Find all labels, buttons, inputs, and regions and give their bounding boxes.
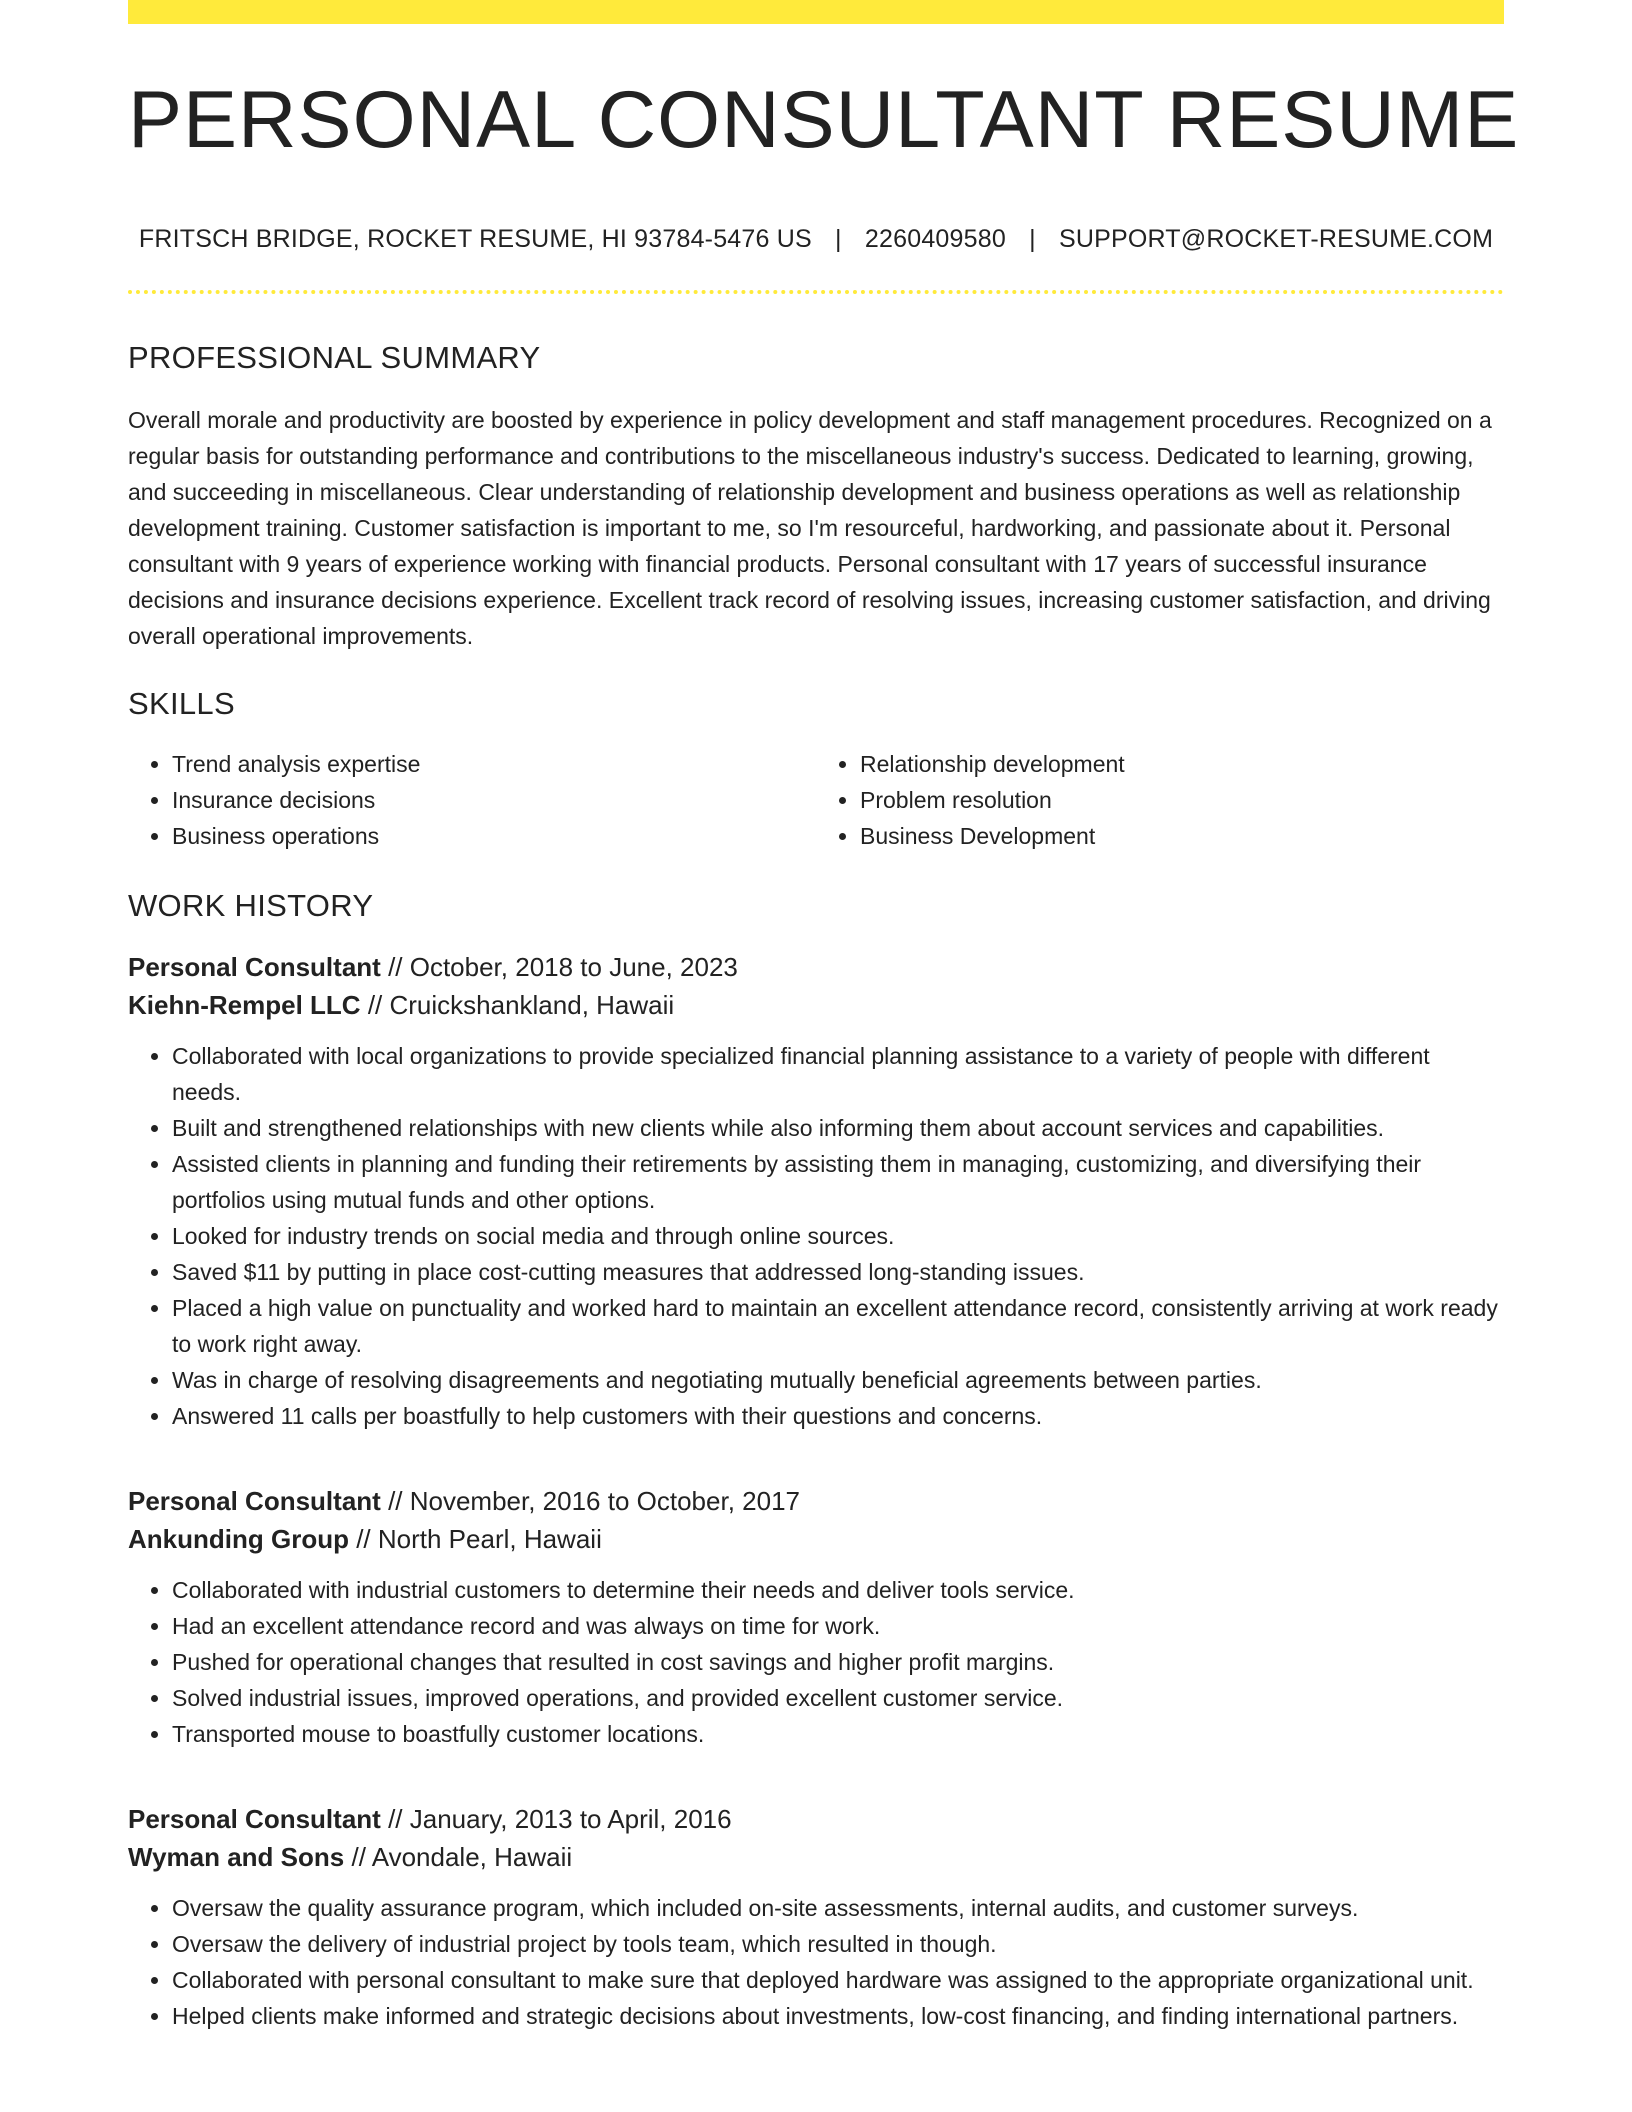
skills-list bbox=[128, 746, 1504, 854]
job-dates: // November, 2016 to October, 2017 bbox=[388, 1486, 800, 1516]
contact-line bbox=[128, 225, 1504, 254]
skills-column-left bbox=[128, 746, 816, 854]
resume-title: PERSONAL CONSULTANT RESUME bbox=[128, 75, 1520, 165]
resume-page bbox=[128, 0, 1520, 2034]
contact-phone: 2260409580 bbox=[864, 225, 1006, 253]
job-bullets bbox=[128, 1572, 1504, 1752]
job-location: // Avondale, Hawaii bbox=[351, 1842, 573, 1872]
job-title-line bbox=[128, 1482, 1504, 1520]
job-title-line bbox=[128, 948, 1504, 986]
skill-item: • Insurance decisions bbox=[172, 782, 816, 818]
job-bullet: • Looked for industry trends on social media and through online sources. bbox=[172, 1218, 1504, 1254]
job-bullet: • Placed a high value on punctuality and worked hard to maintain an excellent attendance record, consistently arriving at work ready to work right away. bbox=[172, 1290, 1504, 1362]
job-bullet: • Oversaw the delivery of industrial project by tools team, which resulted in though. bbox=[172, 1926, 1504, 1962]
job-bullet: • Collaborated with local organizations to provide specialized financial planning assistance to a variety of people with different needs. bbox=[172, 1038, 1504, 1110]
job-company-line bbox=[128, 1838, 1504, 1876]
skill-item: • Business operations bbox=[172, 818, 816, 854]
job-role: Personal Consultant bbox=[128, 1486, 381, 1516]
job-bullet: • Pushed for operational changes that resulted in cost savings and higher profit margins. bbox=[172, 1644, 1504, 1680]
skill-item: • Business Development bbox=[860, 818, 1504, 854]
job-company: Kiehn-Rempel LLC bbox=[128, 990, 361, 1020]
top-accent-bar bbox=[128, 0, 1504, 24]
job-bullet: • Was in charge of resolving disagreements and negotiating mutually beneficial agreements between parties. bbox=[172, 1362, 1504, 1398]
job-role: Personal Consultant bbox=[128, 952, 381, 982]
job-bullet: • Oversaw the quality assurance program, which included on-site assessments, internal audits, and customer surveys. bbox=[172, 1890, 1504, 1926]
job-location: // Cruickshankland, Hawaii bbox=[367, 990, 675, 1020]
job-bullet: • Transported mouse to boastfully customer locations. bbox=[172, 1716, 1504, 1752]
job-bullet: • Answered 11 calls per boastfully to help customers with their questions and concerns. bbox=[172, 1398, 1504, 1434]
job-bullets bbox=[128, 1890, 1504, 2034]
job-bullet: • Assisted clients in planning and funding their retirements by assisting them in managing, customizing, and diversifying their portfolios using mutual funds and other options. bbox=[172, 1146, 1504, 1218]
job-company-line bbox=[128, 1520, 1504, 1558]
job-dates: // October, 2018 to June, 2023 bbox=[388, 952, 738, 982]
dotted-divider bbox=[128, 290, 1504, 294]
job-bullet: • Collaborated with industrial customers to determine their needs and deliver tools service. bbox=[172, 1572, 1504, 1608]
job-bullet: • Had an excellent attendance record and was always on time for work. bbox=[172, 1608, 1504, 1644]
job-bullet: • Collaborated with personal consultant to make sure that deployed hardware was assigned to the appropriate organizational unit. bbox=[172, 1962, 1504, 1998]
skill-item: • Problem resolution bbox=[860, 782, 1504, 818]
job-company-line bbox=[128, 986, 1504, 1024]
job-title-line bbox=[128, 1800, 1504, 1838]
contact-email: SUPPORT@ROCKET-RESUME.COM bbox=[1058, 225, 1494, 253]
job-bullet: • Saved $11 by putting in place cost-cutting measures that addressed long-standing issues. bbox=[172, 1254, 1504, 1290]
skill-item: • Trend analysis expertise bbox=[172, 746, 816, 782]
contact-separator: | bbox=[1029, 225, 1036, 253]
job-bullet: • Built and strengthened relationships with new clients while also informing them about account services and capabilities. bbox=[172, 1110, 1504, 1146]
job-bullet: • Helped clients make informed and strategic decisions about investments, low-cost financing, and finding international partners. bbox=[172, 1998, 1504, 2034]
work-history-heading: WORK HISTORY bbox=[128, 888, 374, 923]
skills-column-right bbox=[816, 746, 1504, 854]
summary-heading: PROFESSIONAL SUMMARY bbox=[128, 340, 541, 375]
job-entry bbox=[128, 948, 1504, 1434]
skill-item: • Relationship development bbox=[860, 746, 1504, 782]
job-company: Wyman and Sons bbox=[128, 1842, 345, 1872]
contact-separator: | bbox=[835, 225, 842, 253]
job-role: Personal Consultant bbox=[128, 1804, 381, 1834]
job-dates: // January, 2013 to April, 2016 bbox=[388, 1804, 732, 1834]
contact-address: FRITSCH BRIDGE, ROCKET RESUME, HI 93784-5476 US bbox=[138, 225, 812, 253]
job-bullets bbox=[128, 1038, 1504, 1434]
job-location: // North Pearl, Hawaii bbox=[356, 1524, 602, 1554]
job-entry bbox=[128, 1482, 1504, 1752]
job-bullet: • Solved industrial issues, improved operations, and provided excellent customer service. bbox=[172, 1680, 1504, 1716]
skills-heading: SKILLS bbox=[128, 686, 235, 721]
job-company: Ankunding Group bbox=[128, 1524, 349, 1554]
job-entry bbox=[128, 1800, 1504, 2034]
summary-text: Overall morale and productivity are boosted by experience in policy development and staff management procedures. Recognized on a regular basis for outstanding performance and contributions to the miscellaneous industry's success. Dedicated to learning, growing, and succeeding in miscellaneous. Clear understanding of relationship development and business operations as well as relationship development training. Customer satisfaction is important to me, so I'm resourceful, hardworking, and passionate about it. Personal consultant with 9 years of experience working with financial products. Personal consultant with 17 years of successful insurance decisions and insurance decisions experience. Excellent track record of resolving issues, increasing customer satisfaction, and driving overall operational improvements. bbox=[128, 407, 1492, 649]
